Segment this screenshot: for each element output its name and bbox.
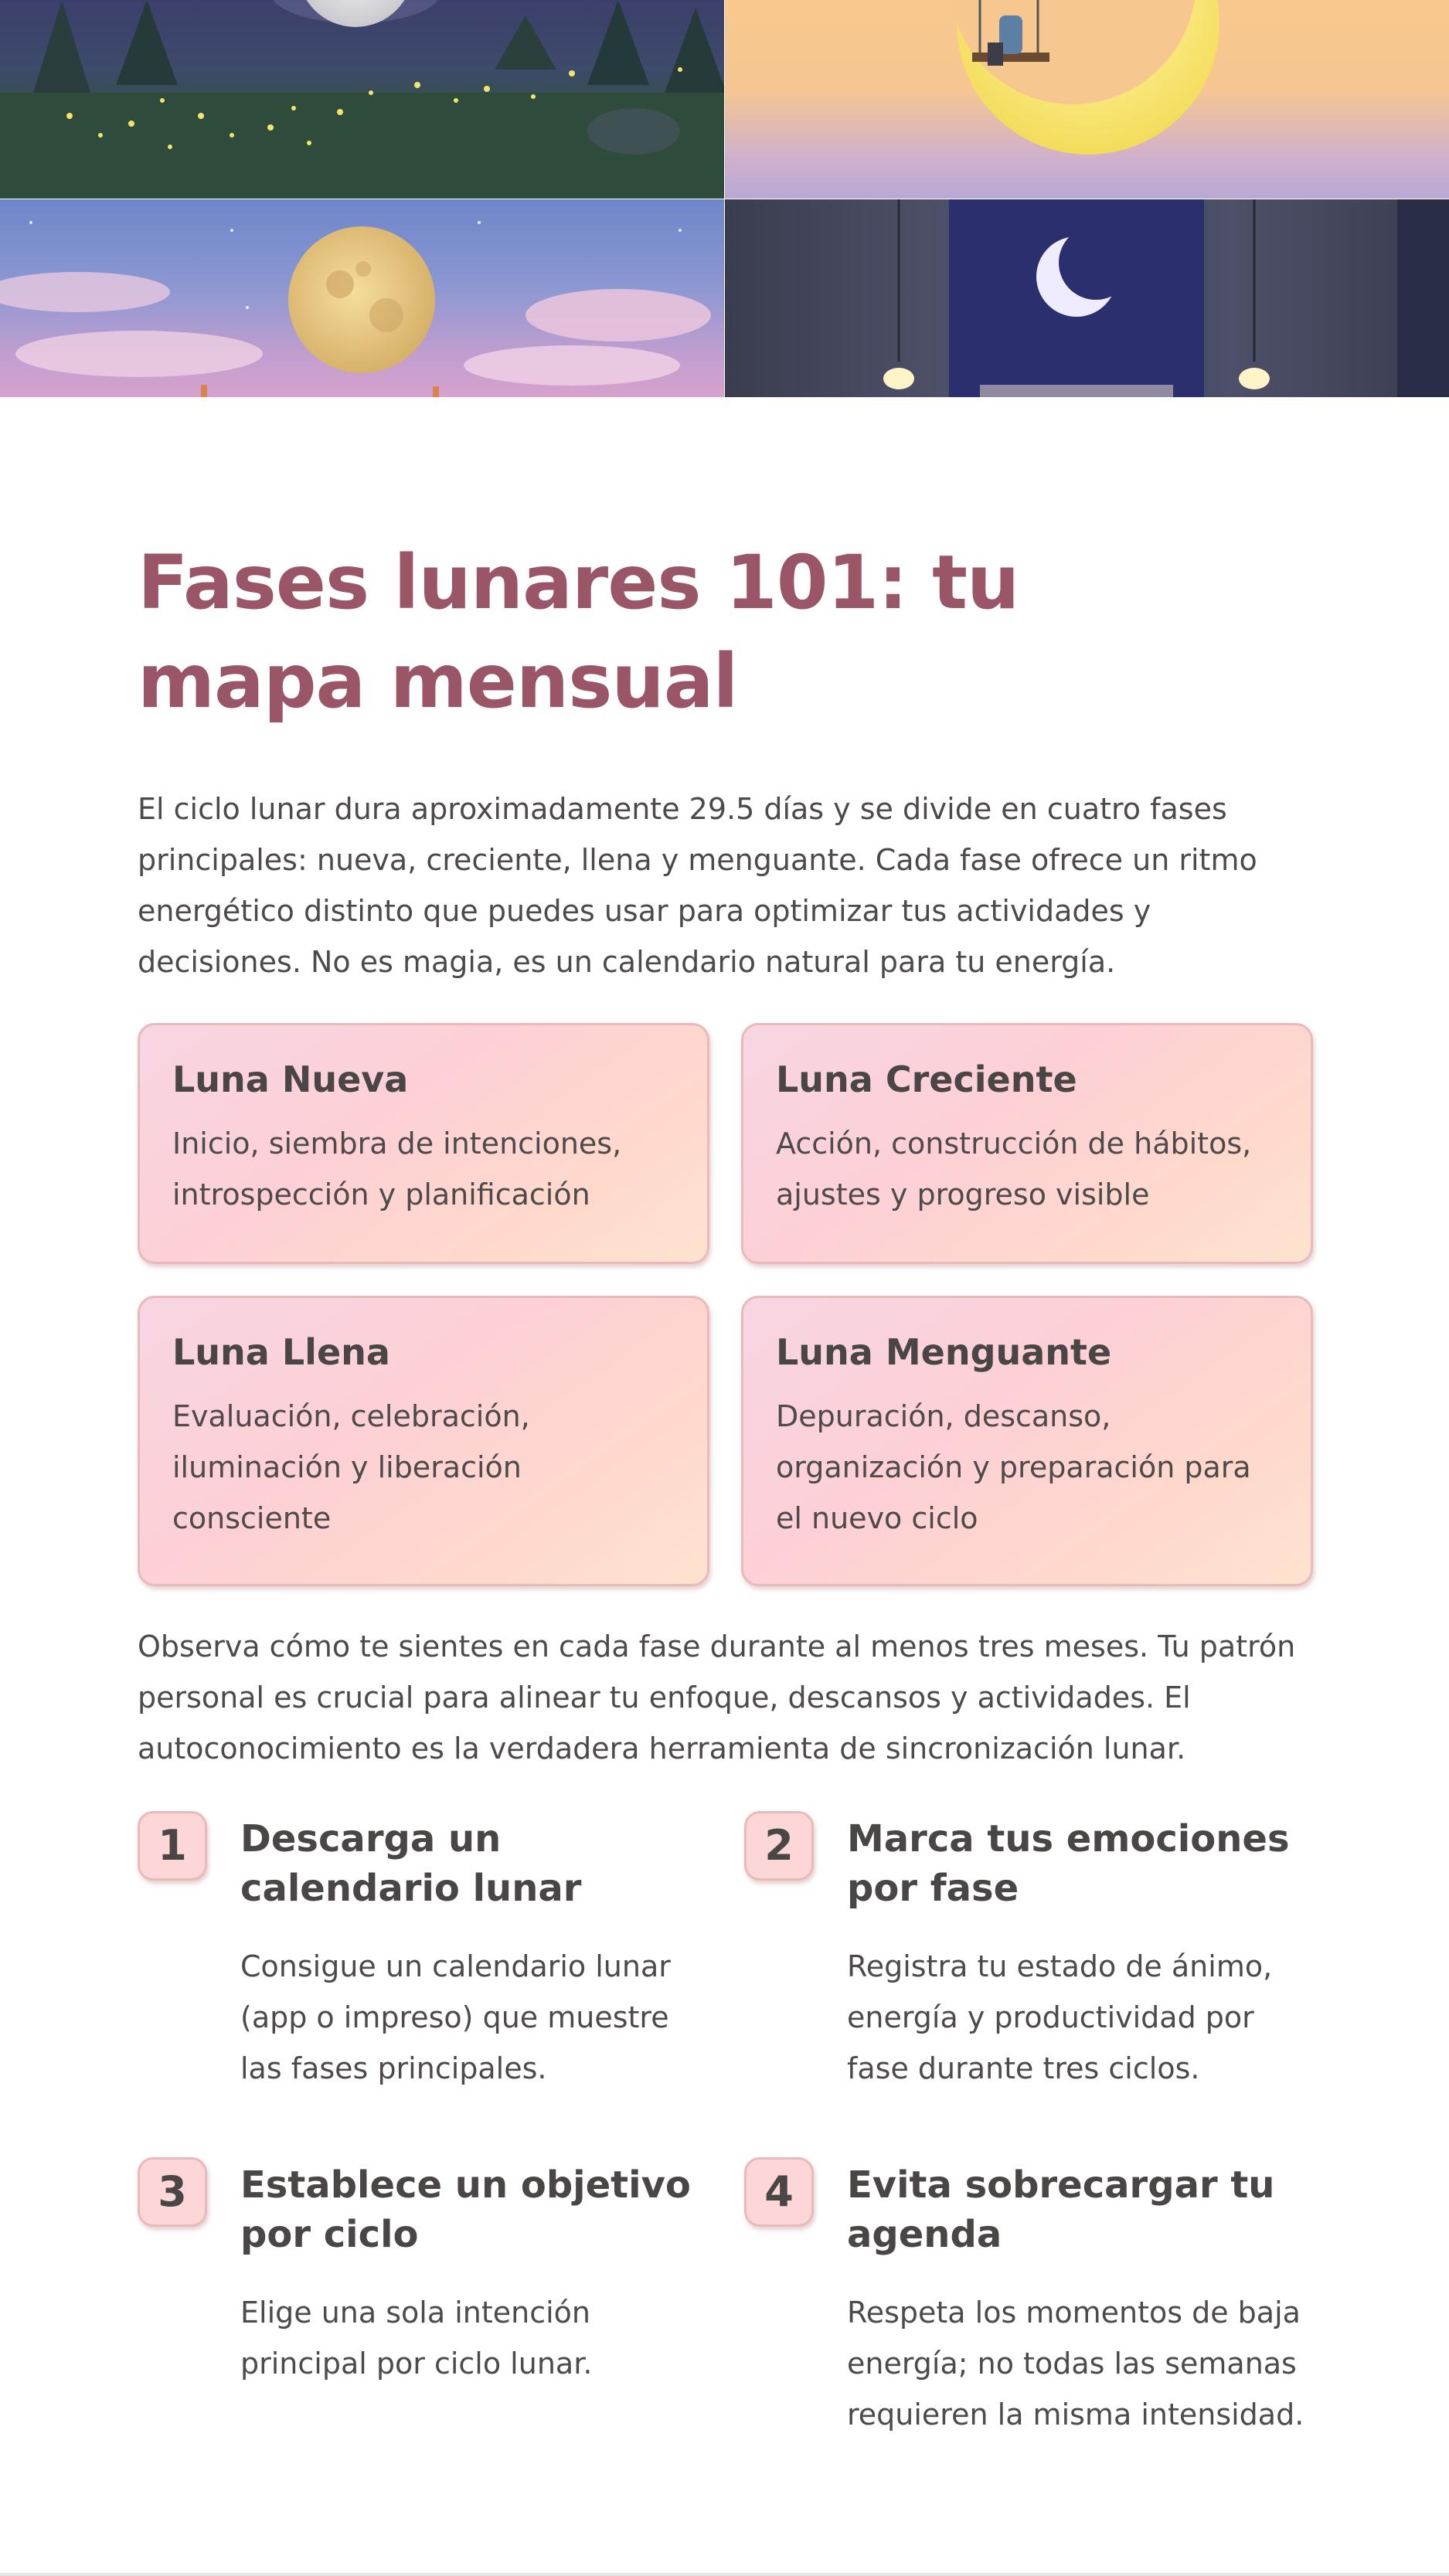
phase-card-title: Luna Creciente (776, 1059, 1077, 1100)
hero-image-crescent-swing (725, 0, 1449, 199)
step-number-badge: 4 (744, 2157, 814, 2227)
intro-paragraph: El ciclo lunar dura aproximadamente 29.5 días y se divide en cuatro fases principales: nueva, creciente, llena y menguante. Cada fase ofrece un ritmo energético distinto que puedes usar para optimizar tus actividades y decisiones. No es magia, es un calendario natural para tu energía. (138, 792, 1257, 979)
crescent-swing-illustration (725, 0, 1449, 199)
full-moon-illustration (0, 199, 724, 397)
phase-card-luna-nueva (138, 1023, 709, 1264)
step-number-badge: 1 (138, 1811, 207, 1881)
phase-card-description: Inicio, siembra de intenciones, introspección y planificación (172, 1127, 622, 1212)
step-title: Evita sobrecargar tu agenda (847, 2163, 1275, 2256)
step-description: Registra tu estado de ánimo, energía y productividad por fase durante tres ciclos. (847, 1949, 1273, 2085)
phase-card-title: Luna Llena (172, 1331, 390, 1373)
observation-paragraph: Observa cómo te sientes en cada fase durante al menos tres meses. Tu patrón personal es crucial para alinear tu enfoque, descansos y actividades. El autoconocimiento es la verdadera herramienta de sincronización lunar. (138, 1630, 1296, 1765)
footer-divider (0, 2573, 1449, 2576)
step-description: Consigue un calendario lunar (app o impreso) que muestre las fases principales. (240, 1949, 671, 2085)
step-number-badge: 3 (138, 2157, 207, 2227)
hero-image-grid (0, 0, 1449, 397)
hero-image-moon-bedroom (725, 199, 1449, 397)
phase-card-luna-llena (138, 1296, 709, 1586)
step-title: Establece un objetivo por ciclo (240, 2163, 691, 2256)
phase-card-luna-creciente (741, 1023, 1313, 1264)
step-title: Descarga un calendario lunar (240, 1817, 582, 1910)
phase-card-title: Luna Menguante (776, 1331, 1112, 1373)
step-number-badge: 2 (744, 1811, 814, 1881)
moon-meadow-illustration (0, 0, 724, 199)
step-description: Elige una sola intención principal por ciclo lunar. (240, 2296, 593, 2381)
phase-card-description: Depuración, descanso, organización y preparación para el nuevo ciclo (776, 1399, 1251, 1535)
hero-image-full-moon (0, 199, 724, 397)
phase-card-luna-menguante (741, 1296, 1313, 1586)
phase-card-description: Acción, construcción de hábitos, ajustes y progreso visible (776, 1127, 1252, 1212)
phase-card-title: Luna Nueva (172, 1059, 409, 1100)
page-title: Fases lunares 101: tu mapa mensual (138, 539, 1019, 725)
phase-card-description: Evaluación, celebración, iluminación y liberación consciente (172, 1399, 530, 1535)
step-title: Marca tus emociones por fase (847, 1817, 1290, 1910)
moon-bedroom-illustration (725, 199, 1449, 397)
hero-image-moon-meadow (0, 0, 724, 199)
step-description: Respeta los momentos de baja energía; no todas las semanas requieren la misma intensidad. (847, 2296, 1304, 2432)
